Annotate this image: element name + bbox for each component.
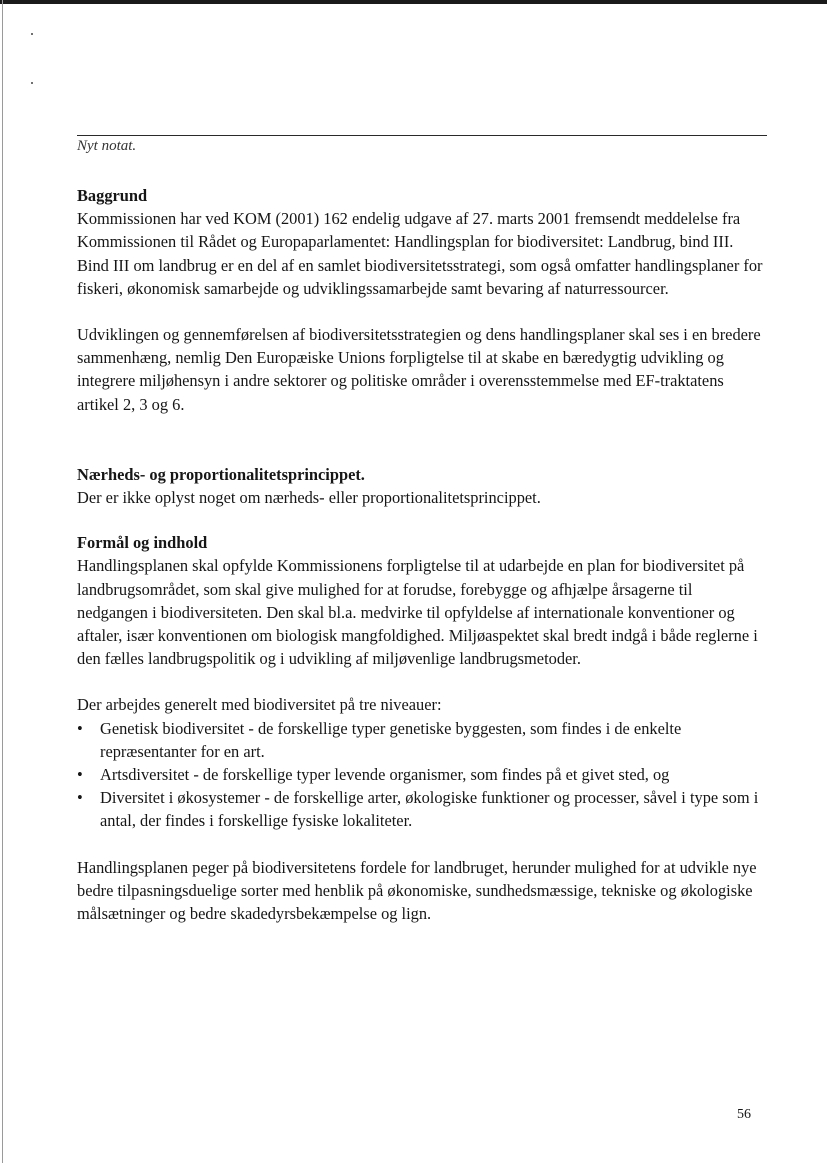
paragraph: Der arbejdes generelt med biodiversitet på tre niveauer:: [77, 695, 442, 715]
bullet-list: [77, 717, 767, 833]
scan-speck: [31, 82, 33, 84]
paragraph: Handlingsplanen peger på biodiversitetens fordele for landbruget, herunder mulighed for at udvikle nye bedre tilpasningsduelige sorter med henblik på økonomiske, sundhedsmæssige, tekniske og økologiske målsætninger og bedre skadedyrsbekæmpelse og lign.: [77, 857, 757, 924]
document-body: [77, 184, 767, 925]
paragraph: Handlingsplanen skal opfylde Kommissionens forpligtelse til at udarbejde en plan for biodiversitet på landbrugsområdet, som skal give mulighed for at forudse, forebygge og afhjælpe årsagerne til nedgangen i biodiversiteten. Den skal bl.a. medvirke til opfyldelse af internationale konventioner og aftaler, især konventionen om biologisk mangfoldighed. Miljøaspektet skal bredt indgå i både reglerne i den fælles landbrugspolitik og i udvikling af miljøvenlige landbrugsmetoder.: [77, 556, 758, 669]
page-number: 56: [737, 1107, 751, 1122]
header-note: Nyt notat.: [77, 138, 137, 154]
list-item: • Genetisk biodiversitet - de forskellige typer genetiske byggesten, som findes i de enkelte repræsentanter for en art.: [77, 717, 767, 763]
scan-speck: [31, 33, 33, 35]
section-heading-naerhed: Nærheds- og proportionalitetsprincippet.: [77, 464, 365, 484]
header-rule: [77, 135, 767, 136]
section-heading-formaal: Formål og indhold: [77, 533, 208, 553]
paragraph: Udviklingen og gennemførelsen af biodiversitetsstrategien og dens handlingsplaner skal ses i en bredere sammenhæng, nemlig Den Europæiske Unions forpligtelse til at skabe en bæredygtig udvikling og integrere miljøhensyn i andre sektorer og politiske områder i overensstemmelse med EF-traktatens artikel 2, 3 og 6.: [77, 325, 761, 414]
scan-left-edge: [2, 0, 3, 1163]
list-item: • Diversitet i økosystemer - de forskellige arter, økologiske funktioner og processer, såvel i type som i antal, der findes i forskellige fysiske lokaliteter.: [77, 786, 767, 832]
list-item: • Artsdiversitet - de forskellige typer levende organismer, som findes på et givet sted, og: [77, 763, 767, 786]
section-heading-baggrund: Baggrund: [77, 186, 148, 205]
scan-top-edge: [0, 0, 827, 4]
paragraph: Kommissionen har ved KOM (2001) 162 endelig udgave af 27. marts 2001 fremsendt meddelelse fra Kommissionen til Rådet og Europaparlamentet: Handlingsplan for biodiversitet: Landbrug, bind III. Bind III om landbrug er en del af en samlet biodiversitetsstrategi, som også omfatter handlingsplaner for fiskeri, økonomisk samarbejde og udviklingssamarbejde samt bevaring af naturressourcer.: [77, 209, 763, 298]
paragraph: Der er ikke oplyst noget om nærheds- eller proportionalitetsprincippet.: [77, 488, 541, 508]
